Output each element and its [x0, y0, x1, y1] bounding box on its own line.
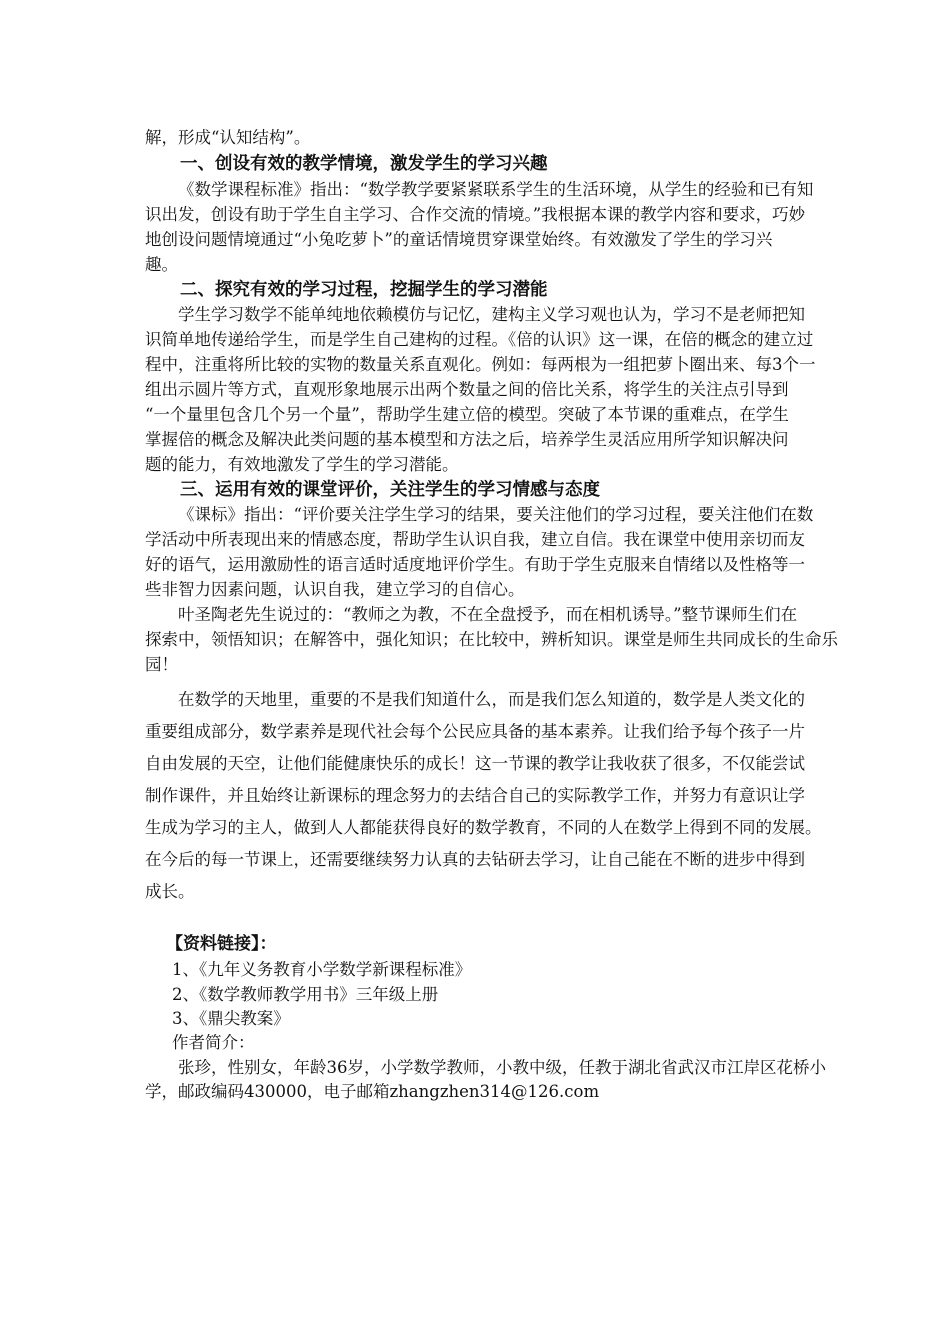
text-line: 2、《数学教师教学用书》三年级上册: [172, 985, 439, 1004]
section-heading: 一、创设有效的教学情境，激发学生的学习兴趣: [180, 154, 548, 174]
text-line: 《课标》指出：“评价要关注学生学习的结果，要关注他们的学习过程，要关注他们在数: [178, 505, 814, 524]
text-line: 识简单地传递给学生，而是学生自己建构的过程。《倍的认识》这一课，在倍的概念的建立过: [145, 330, 814, 349]
text-line: 张珍，性别女，年龄36岁，小学数学教师，小教中级，任教于湖北省武汉市江岸区花桥小: [178, 1058, 826, 1077]
text-line: 好的语气，运用激励性的语言适时适度地评价学生。有助于学生克服来自情绪以及性格等一: [145, 555, 805, 574]
text-line: 探索中，领悟知识；在解答中，强化知识；在比较中，辨析知识。课堂是师生共同成长的生命乐: [145, 630, 838, 649]
text-line: 识出发，创设有助于学生自主学习、合作交流的情境。”我根据本课的教学内容和要求，巧妙: [145, 205, 806, 224]
text-line: 学生学习数学不能单纯地依赖模仿与记忆，建构主义学习观也认为，学习不是老师把知: [178, 305, 805, 324]
text-line: 些非智力因素问题，认识自我，建立学习的自信心。: [145, 580, 525, 599]
text-line: 掌握倍的概念及解决此类问题的基本模型和方法之后，培养学生灵活应用所学知识解决问: [145, 430, 789, 449]
text-line: “一个量里包含几个另一个量”，帮助学生建立倍的模型。突破了本节课的重难点，在学生: [145, 405, 789, 424]
text-line: 3、《鼎尖教案》: [172, 1009, 290, 1028]
text-line: 题的能力，有效地激发了学生的学习潜能。: [145, 455, 459, 474]
text-line: 《数学课程标准》指出：“数学教学要紧紧联系学生的生活环境，从学生的经验和已有知: [178, 180, 814, 199]
text-line: 园！: [145, 655, 178, 674]
text-line: 成长。: [145, 882, 195, 901]
text-line: 生成为学习的主人，做到人人都能获得良好的数学教育，不同的人在数学上得到不同的发展。: [145, 818, 822, 837]
text-line: 组出示圆片等方式，直观形象地展示出两个数量之间的倍比关系，将学生的关注点引导到: [145, 380, 789, 399]
text-line: 在今后的每一节课上，还需要继续努力认真的去钻研去学习，让自己能在不断的进步中得到: [145, 850, 805, 869]
text-line: 自由发展的天空，让他们能健康快乐的成长！这一节课的教学让我收获了很多，不仅能尝试: [145, 754, 805, 773]
text-line: 作者简介：: [172, 1033, 255, 1052]
text-line: 解，形成“认知结构”。: [145, 128, 311, 147]
text-line: 重要组成部分，数学素养是现代社会每个公民应具备的基本素养。让我们给予每个孩子一片: [145, 722, 805, 741]
text-line: 学活动中所表现出来的情感态度，帮助学生认识自我，建立自信。我在课堂中使用亲切而友: [145, 530, 805, 549]
text-line: 叶圣陶老先生说过的：“教师之为教，不在全盘授予，而在相机诱导。”整节课师生们在: [178, 605, 798, 624]
text-line: 制作课件，并且始终让新课标的理念努力的去结合自己的实际教学工作，并努力有意识让学: [145, 786, 805, 805]
section-heading: 二、探究有效的学习过程，挖掘学生的学习潜能: [180, 280, 548, 300]
text-line: 地创设问题情境通过“小兔吃萝卜”的童话情境贯穿课堂始终。有效激发了学生的学习兴: [145, 230, 773, 249]
resources-title: 【资料链接】：: [166, 934, 277, 954]
text-line: 程中，注重将所比较的实物的数量关系直观化。例如：每两根为一组把萝卜圈出来、每3个一: [145, 355, 816, 374]
text-line: 在数学的天地里，重要的不是我们知道什么，而是我们怎么知道的，数学是人类文化的: [178, 690, 805, 709]
section-heading: 三、运用有效的课堂评价，关注学生的学习情感与态度: [180, 480, 600, 500]
text-line: 1、《九年义务教育小学数学新课程标准》: [172, 960, 472, 979]
text-line: 趣。: [145, 255, 178, 274]
text-line: 学，邮政编码430000，电子邮箱zhangzhen314@126.com: [145, 1082, 600, 1101]
